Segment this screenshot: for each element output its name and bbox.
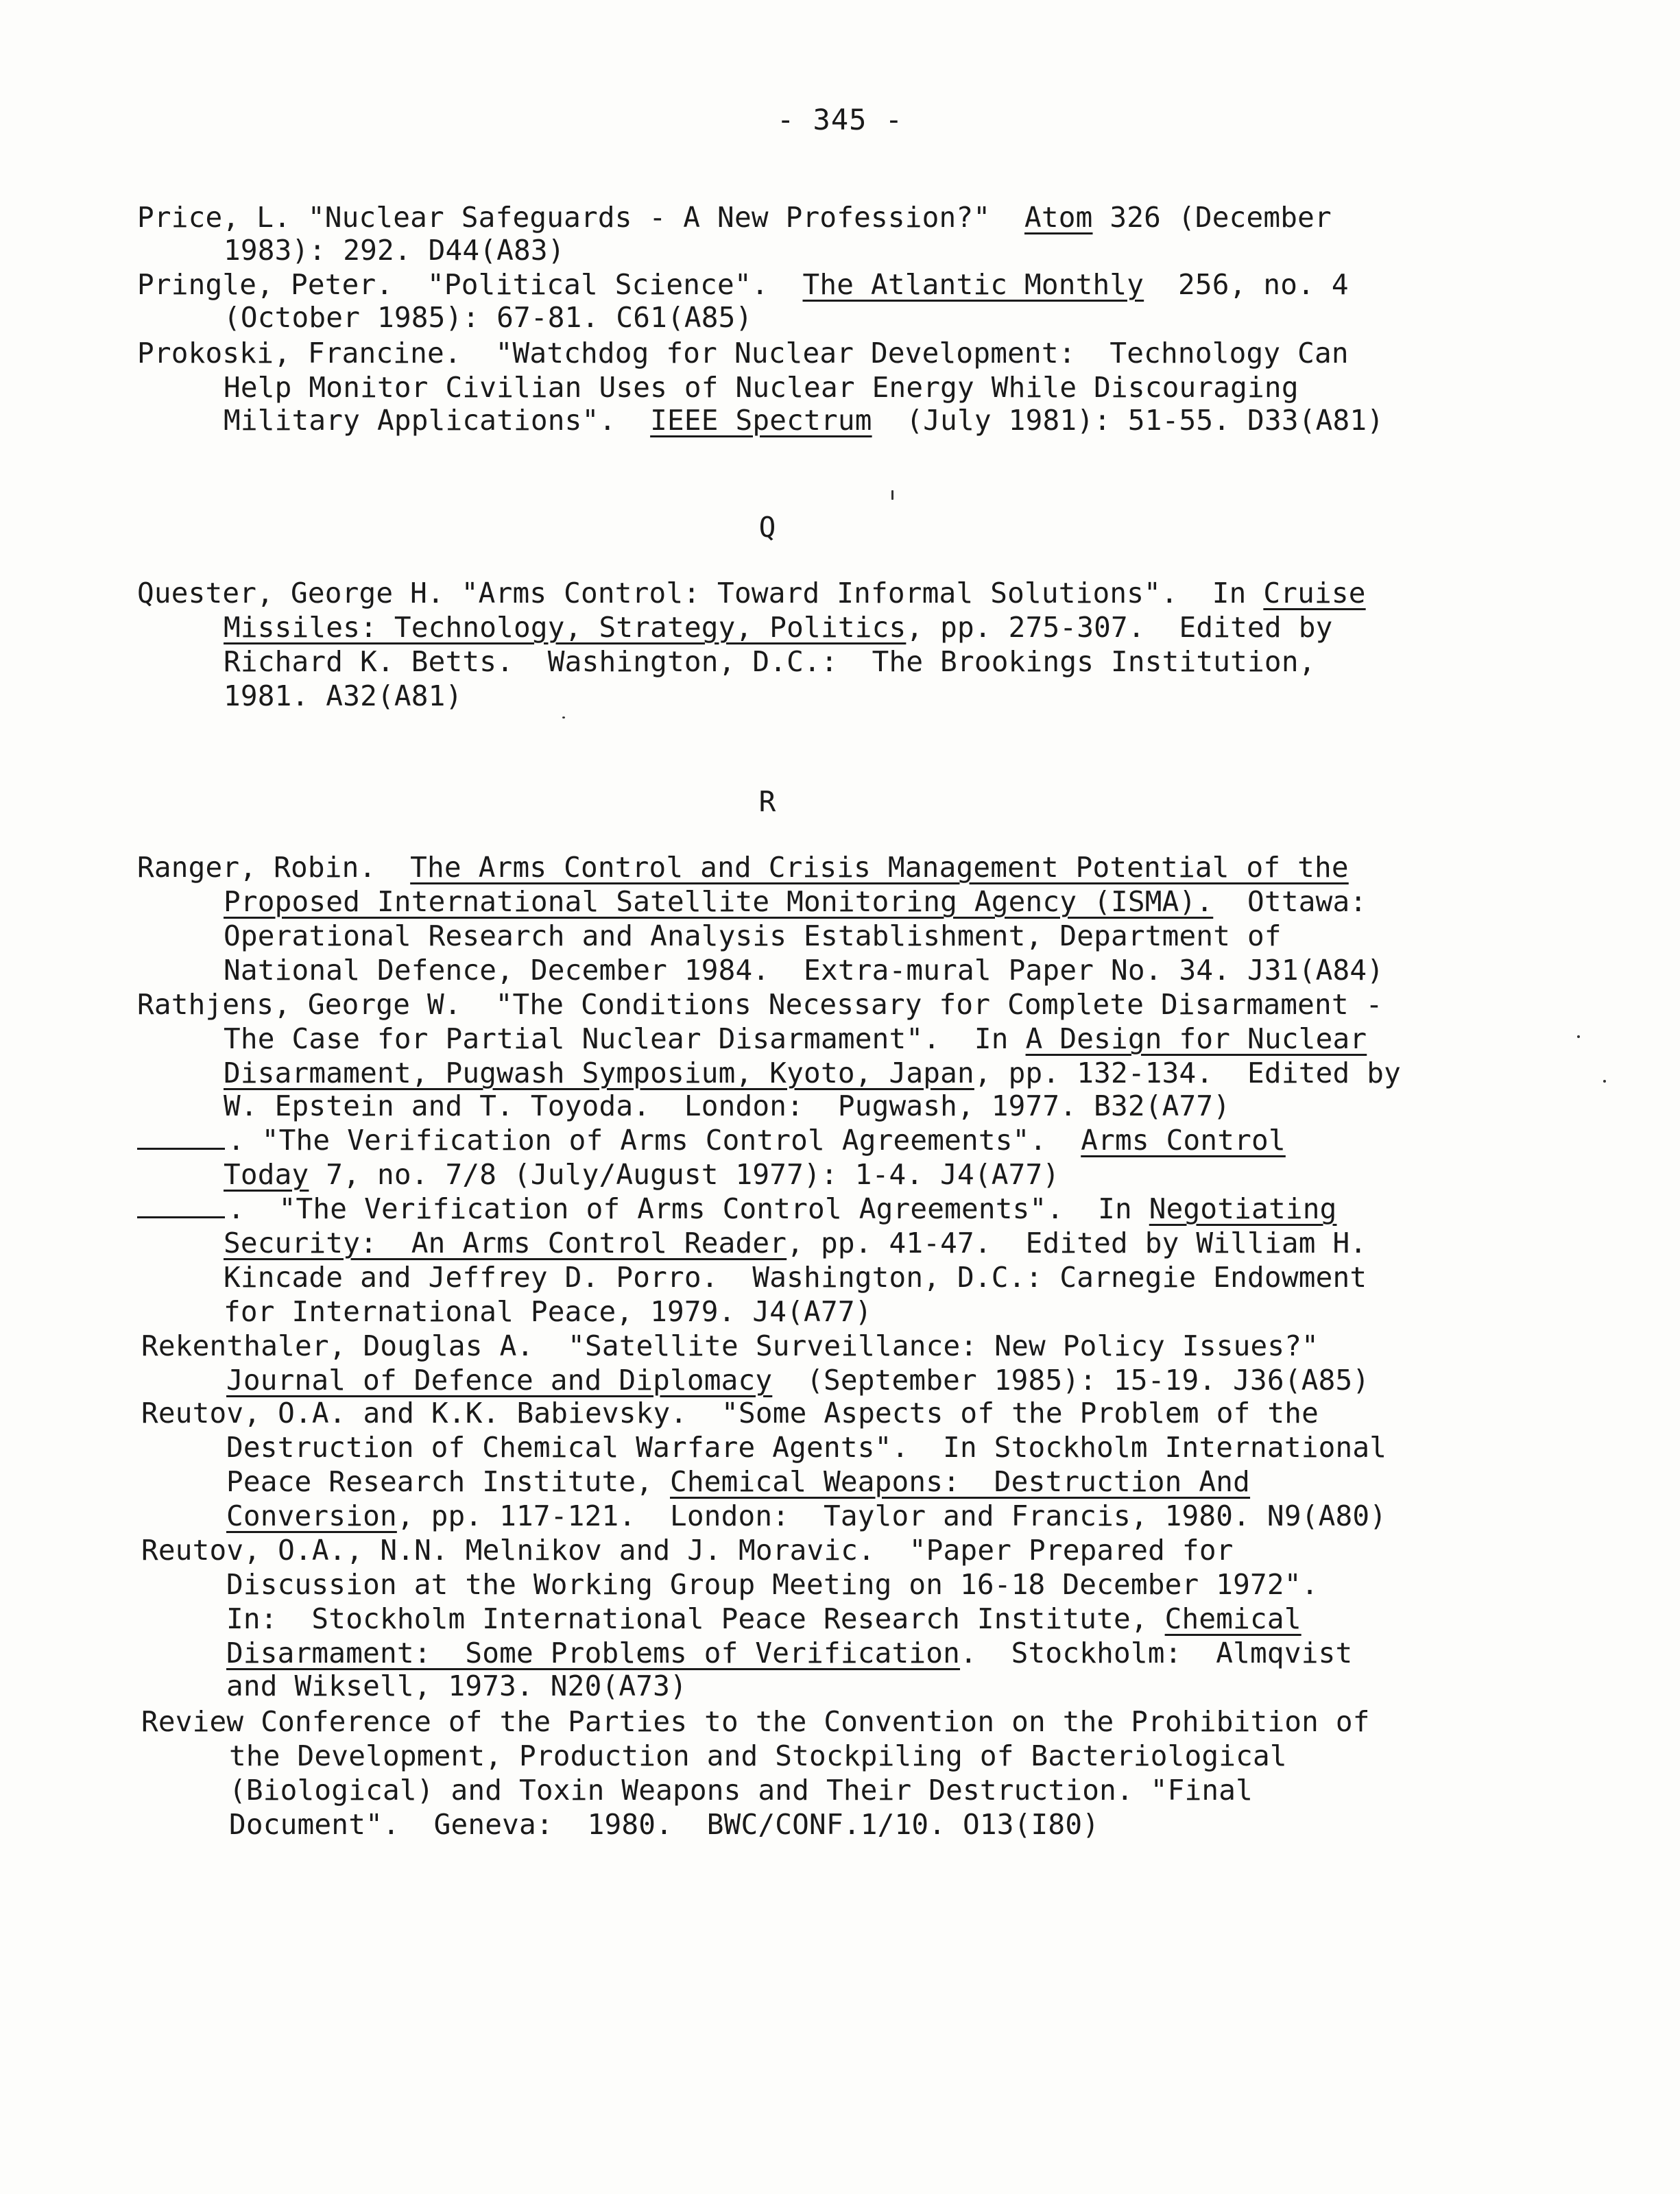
entry-review-line-1: Review Conference of the Parties to the Convention on the Prohibition of	[141, 1705, 1370, 1738]
book-title: Disarmament, Pugwash Symposium, Kyoto, Japan	[224, 1057, 974, 1089]
page-number: - 345 -	[776, 103, 903, 136]
entry-text: Quester, George H. "Arms Control: Toward Informal Solutions". In	[137, 577, 1264, 610]
entry-rathjens-3-line-3: Kincade and Jeffrey D. Porro. Washington, D.C.: Carnegie Endowment	[224, 1261, 1367, 1294]
entry-price-line-2: 1983): 292. D44(A83)	[224, 234, 565, 267]
section-letter-r: R	[758, 785, 776, 818]
entry-rathjens-1-line-2	[224, 1022, 1367, 1056]
entry-text: . "The Verification of Arms Control Agreements".	[228, 1124, 1081, 1157]
repeat-author-rule	[137, 1216, 225, 1218]
entry-text: 7, no. 7/8 (July/August 1977): 1-4. J4(A77)	[309, 1158, 1060, 1191]
book-title: Chemical Weapons: Destruction And	[670, 1465, 1251, 1498]
entry-text: Military Applications".	[224, 404, 651, 437]
book-title: Negotiating	[1149, 1192, 1337, 1225]
entry-rekenthaler-line-2	[226, 1363, 1369, 1397]
entry-quester-line-3: Richard K. Betts. Washington, D.C.: The Brookings Institution,	[224, 645, 1316, 678]
report-title: Proposed International Satellite Monitoring Agency (ISMA).	[224, 885, 1214, 918]
scan-speck	[1577, 1035, 1580, 1038]
entry-text: , pp. 132-134. Edited by	[974, 1057, 1402, 1089]
entry-rathjens-3-line-2	[224, 1226, 1367, 1260]
entry-text: In: Stockholm International Peace Research Institute,	[226, 1602, 1165, 1635]
entry-reutov-2-line-2: Discussion at the Working Group Meeting on 16-18 December 1972".	[226, 1568, 1319, 1601]
entry-text: Ranger, Robin.	[137, 851, 411, 884]
entry-text: 326 (December	[1092, 201, 1332, 234]
entry-text: Pringle, Peter. "Political Science".	[137, 268, 803, 301]
entry-ranger-line-4: National Defence, December 1984. Extra-mural Paper No. 34. J31(A84)	[224, 954, 1384, 987]
entry-text: 256, no. 4	[1144, 268, 1349, 301]
entry-text: . Stockholm: Almqvist	[960, 1637, 1353, 1669]
book-title: A Design for Nuclear	[1025, 1022, 1367, 1055]
book-title: Chemical	[1164, 1602, 1301, 1635]
scan-speck	[562, 716, 565, 719]
journal-title: The Atlantic Monthly	[802, 268, 1144, 301]
entry-pringle-line-1	[137, 267, 1349, 302]
entry-text: The Case for Partial Nuclear Disarmament". In	[224, 1022, 1026, 1055]
journal-title: Atom	[1024, 201, 1093, 234]
scan-speck	[1603, 1080, 1606, 1083]
entry-text: Peace Research Institute,	[226, 1465, 670, 1498]
entry-rathjens-1-line-1: Rathjens, George W. "The Conditions Necessary for Complete Disarmament -	[137, 988, 1383, 1021]
entry-quester-line-4: 1981. A32(A81)	[224, 679, 463, 712]
journal-title: Today	[224, 1158, 309, 1191]
entry-reutov-1-line-1: Reutov, O.A. and K.K. Babievsky. "Some Aspects of the Problem of the	[141, 1397, 1319, 1430]
entry-prokoski-line-3	[224, 403, 1384, 437]
book-title: Security: An Arms Control Reader	[224, 1227, 787, 1259]
entry-text: , pp. 275-307. Edited by	[906, 611, 1333, 644]
journal-title: IEEE Spectrum	[650, 404, 872, 437]
entry-quester-line-2	[224, 610, 1332, 644]
entry-reutov-2-line-4	[226, 1636, 1352, 1670]
entry-rekenthaler-line-1: Rekenthaler, Douglas A. "Satellite Surveillance: New Policy Issues?"	[141, 1329, 1319, 1362]
entry-ranger-line-1	[137, 850, 1349, 884]
entry-pringle-line-2: (October 1985): 67-81. C61(A85)	[224, 301, 753, 334]
entry-review-line-3: (Biological) and Toxin Weapons and Their Destruction. "Final	[229, 1774, 1253, 1807]
entry-review-line-4: Document". Geneva: 1980. BWC/CONF.1/10. O13(I80)	[229, 1808, 1100, 1841]
entry-reutov-2-line-1: Reutov, O.A., N.N. Melnikov and J. Moravic. "Paper Prepared for	[141, 1534, 1234, 1567]
entry-review-line-2: the Development, Production and Stockpiling of Bacteriological	[229, 1739, 1287, 1772]
entry-rathjens-1-line-3	[224, 1056, 1401, 1090]
entry-price-line-1	[137, 200, 1332, 234]
entry-reutov-1-line-3	[226, 1464, 1250, 1499]
entry-rathjens-3-line-1	[137, 1192, 1336, 1226]
book-title: Disarmament: Some Problems of Verification	[226, 1637, 961, 1669]
entry-ranger-line-2	[224, 884, 1367, 919]
book-title: Conversion	[226, 1499, 397, 1532]
report-title: The Arms Control and Crisis Management Potential of the	[410, 851, 1349, 884]
entry-text: . "The Verification of Arms Control Agreements". In	[228, 1192, 1149, 1225]
entry-reutov-2-line-5: and Wiksell, 1973. N20(A73)	[226, 1669, 687, 1702]
entry-ranger-line-3: Operational Research and Analysis Establishment, Department of	[224, 919, 1282, 952]
journal-title: Arms Control	[1081, 1124, 1286, 1157]
entry-quester-line-1	[137, 576, 1366, 610]
section-letter-q: Q	[758, 511, 776, 544]
scan-speck	[891, 490, 893, 500]
entry-rathjens-2-line-2	[224, 1157, 1059, 1192]
book-title: Cruise	[1263, 577, 1366, 610]
entry-prokoski-line-2: Help Monitor Civilian Uses of Nuclear Energy While Discouraging	[224, 371, 1299, 404]
entry-text: , pp. 41-47. Edited by William H.	[787, 1227, 1367, 1259]
entry-text: , pp. 117-121. London: Taylor and Francis, 1980. N9(A80)	[396, 1499, 1387, 1532]
repeat-author-rule	[137, 1148, 225, 1150]
entry-reutov-2-line-3	[226, 1602, 1301, 1636]
entry-rathjens-2-line-1	[137, 1123, 1286, 1157]
book-title: Missiles: Technology, Strategy, Politics	[224, 611, 907, 644]
entry-text: Ottawa:	[1213, 885, 1367, 918]
entry-reutov-1-line-2: Destruction of Chemical Warfare Agents". In Stockholm International	[226, 1431, 1387, 1464]
entry-rathjens-1-line-4: W. Epstein and T. Toyoda. London: Pugwash, 1977. B32(A77)	[224, 1089, 1231, 1122]
entry-text: Price, L. "Nuclear Safeguards - A New Profession?"	[137, 201, 1024, 234]
journal-title: Journal of Defence and Diplomacy	[226, 1364, 773, 1397]
entry-text: (July 1981): 51-55. D33(A81)	[872, 404, 1384, 437]
entry-reutov-1-line-4	[226, 1499, 1387, 1533]
entry-prokoski-line-1: Prokoski, Francine. "Watchdog for Nuclear Development: Technology Can	[137, 337, 1349, 370]
entry-text: (September 1985): 15-19. J36(A85)	[772, 1364, 1370, 1397]
entry-rathjens-3-line-4: for International Peace, 1979. J4(A77)	[224, 1295, 872, 1328]
